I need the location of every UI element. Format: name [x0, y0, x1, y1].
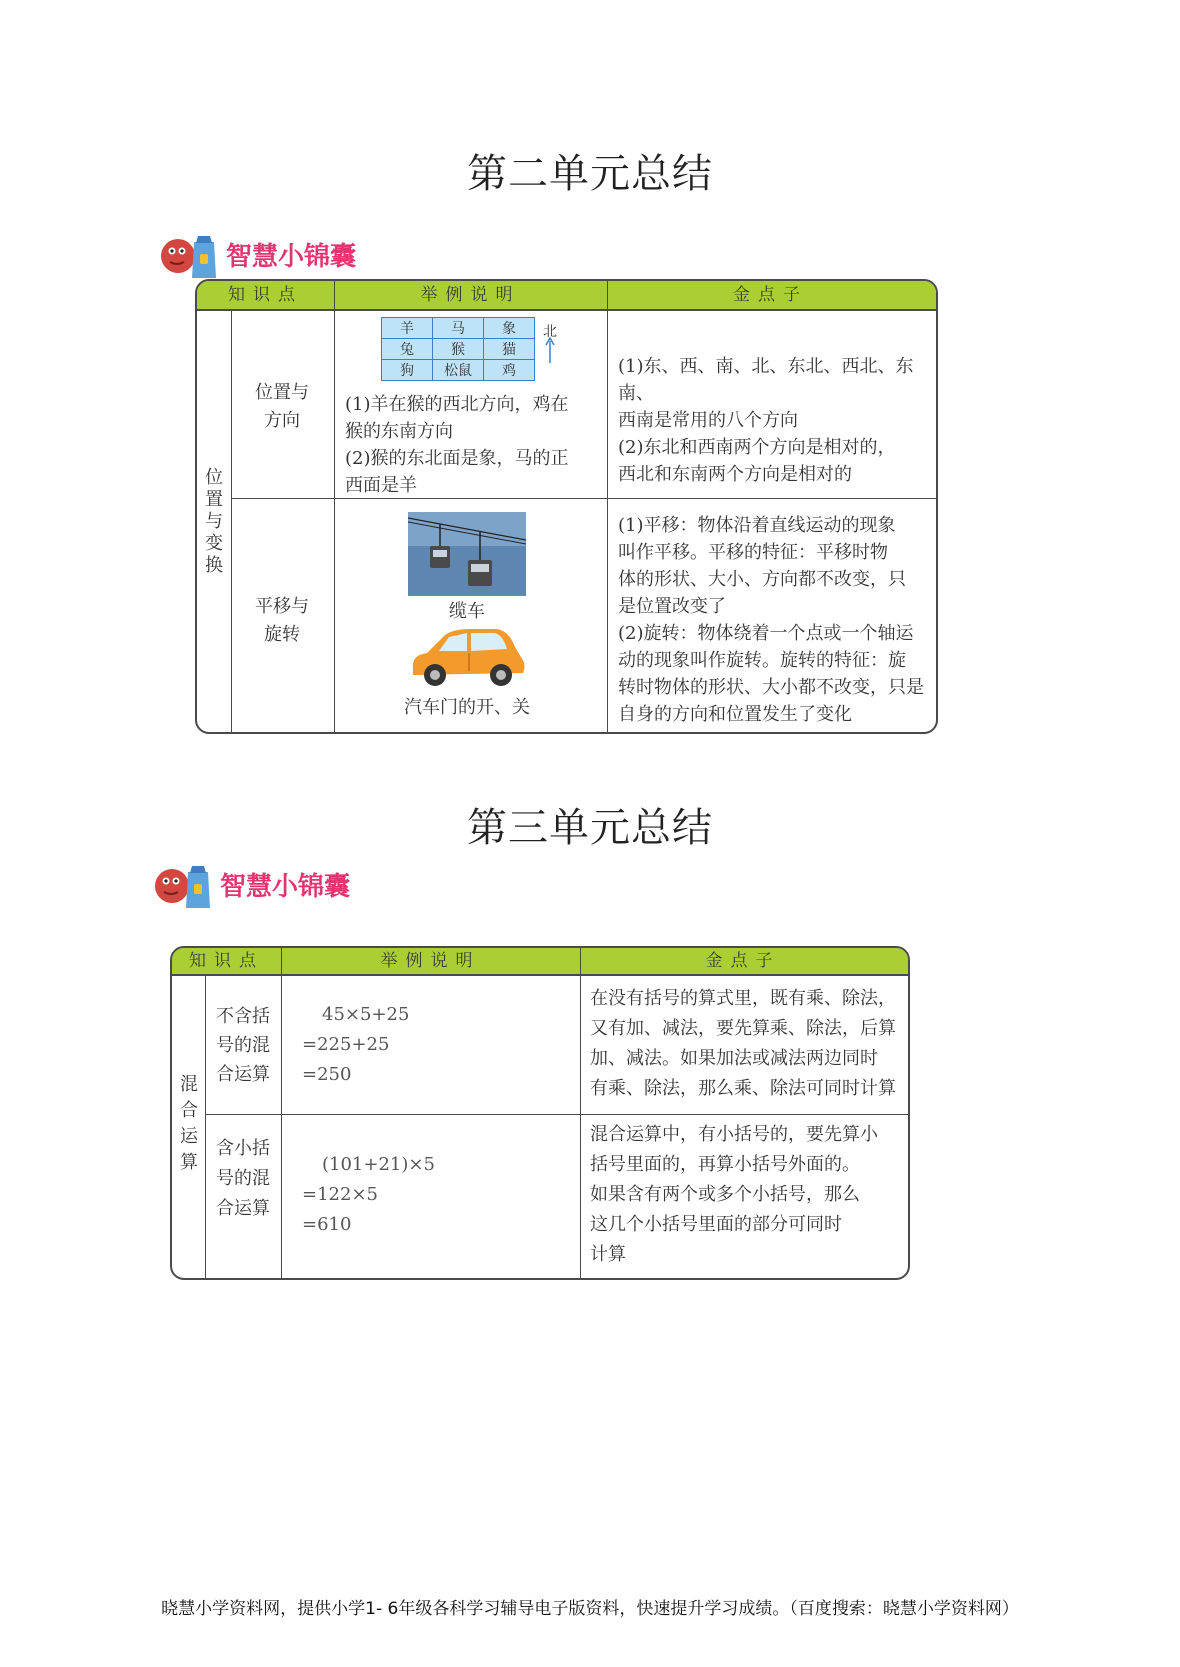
unit3-badge — [152, 856, 412, 912]
text-line: 加、减法。如果加法或减法两边同时 — [590, 1048, 878, 1069]
text-line: 自身的方向和位置发生了变化 — [618, 704, 852, 725]
text-line: 西南是常用的八个方向 — [618, 410, 798, 431]
with-brackets-example — [302, 1150, 435, 1240]
header-tips: 金点子 — [733, 285, 808, 305]
topic-no-brackets — [210, 1002, 276, 1089]
divider — [205, 976, 206, 1278]
header-knowledge: 知识点 — [189, 951, 264, 971]
mascot-icon — [152, 856, 214, 912]
text-line: 45×5+25 — [322, 1004, 410, 1025]
unit2-title: 第二单元总结 — [467, 151, 713, 197]
unit3-title: 第三单元总结 — [467, 805, 713, 851]
text-line: (1)羊在猴的西北方向，鸡在 — [345, 394, 569, 415]
translation-rotation-tip-text — [618, 512, 924, 728]
header-knowledge: 知识点 — [228, 285, 303, 305]
text-line: 如果含有两个或多个小括号，那么 — [590, 1184, 860, 1205]
text-line: 合运算 — [216, 1198, 270, 1219]
text-line: 转时物体的形状、大小都不改变，只是 — [618, 677, 924, 698]
text-line: (2)东北和西南两个方向是相对的， — [618, 437, 896, 458]
footer-note: 晓慧小学资料网，提供小学1- 6年级各科学习辅导电子版资料，快速提升学习成绩。（百度搜索：晓慧小学资料网） — [161, 1599, 1019, 1619]
grid-cell: 马 — [433, 318, 484, 339]
mascot-icon — [158, 226, 220, 282]
divider — [231, 311, 232, 732]
text-line: 体的形状、大小、方向都不改变，只 — [618, 569, 906, 590]
text-line: 不含括 — [216, 1006, 270, 1027]
text-line: 含小括 — [216, 1138, 270, 1159]
text-line: =225+25 — [302, 1034, 390, 1055]
north-arrow-icon — [545, 337, 555, 363]
text-line: 猴的东南方向 — [345, 421, 453, 442]
text-line: 计算 — [590, 1244, 626, 1265]
grid-cell: 鸡 — [484, 360, 535, 381]
category-label: 混 合 运 算 — [180, 1074, 198, 1173]
header-example: 举例说明 — [420, 285, 521, 305]
text-line: =610 — [302, 1214, 352, 1235]
unit2-table — [195, 279, 938, 734]
divider — [580, 948, 581, 1278]
text-line: =122×5 — [302, 1184, 378, 1205]
animal-position-grid — [381, 317, 535, 381]
position-tip-text — [618, 353, 936, 488]
text-line: (1)东、西、南、北、东北、西北、东南、 — [618, 356, 914, 404]
topic-position-direction: 位置与 方向 — [255, 382, 309, 431]
text-line: 西面是羊 — [345, 475, 417, 496]
badge-label: 智慧小锦囊 — [220, 872, 351, 902]
no-brackets-tip — [590, 984, 896, 1104]
text-line: 又有加、减法，要先算乘、除法，后算 — [590, 1018, 896, 1039]
text-line: 号的混 — [216, 1035, 270, 1056]
cable-car-image — [408, 512, 526, 596]
text-line: =250 — [302, 1064, 352, 1085]
text-line: 混合运算中，有小括号的，要先算小 — [590, 1124, 878, 1145]
text-line: 在没有括号的算式里，既有乘、除法， — [590, 988, 896, 1009]
text-line: 号的混 — [216, 1168, 270, 1189]
topic-with-brackets — [210, 1134, 276, 1224]
divider — [281, 948, 282, 1278]
text-line: 括号里面的，再算小括号外面的。 — [590, 1154, 860, 1175]
category-label: 位 置 与 变 换 — [205, 467, 223, 576]
north-label: 北 — [543, 324, 557, 340]
position-example-text — [345, 391, 569, 499]
text-line: 有乘、除法，那么乘、除法可同时计算 — [590, 1078, 896, 1099]
grid-cell: 象 — [484, 318, 535, 339]
grid-cell: 兔 — [382, 339, 433, 360]
grid-cell: 猫 — [484, 339, 535, 360]
grid-cell: 猴 — [433, 339, 484, 360]
text-line: 是位置改变了 — [618, 596, 726, 617]
text-line: 这几个小括号里面的部分可同时 — [590, 1214, 842, 1235]
text-line: (101+21)×5 — [322, 1154, 435, 1175]
header-example: 举例说明 — [380, 951, 481, 971]
divider — [205, 1114, 908, 1115]
text-line: 西北和东南两个方向是相对的 — [618, 464, 852, 485]
grid-cell: 羊 — [382, 318, 433, 339]
topic-translation-rotation: 平移与 旋转 — [255, 596, 309, 645]
text-line: (2)猴的东北面是象，马的正 — [345, 448, 569, 469]
text-line: 合运算 — [216, 1064, 270, 1085]
text-line: (1)平移：物体沿着直线运动的现象 — [618, 515, 896, 536]
no-brackets-example — [302, 1000, 409, 1090]
divider — [231, 498, 936, 499]
text-line: (2)旋转：物体绕着一个点或一个轴运 — [618, 623, 914, 644]
car-image — [405, 625, 529, 691]
divider — [334, 281, 335, 732]
grid-cell: 狗 — [382, 360, 433, 381]
with-brackets-tip — [590, 1120, 878, 1270]
caption-car-door: 汽车门的开、关 — [404, 697, 530, 718]
table-header — [197, 281, 936, 311]
badge-label: 智慧小锦囊 — [226, 242, 357, 272]
caption-cable-car: 缆车 — [449, 601, 485, 622]
table-header — [172, 948, 908, 976]
divider — [607, 281, 608, 732]
text-line: 叫作平移。平移的特征：平移时物 — [618, 542, 888, 563]
unit3-table — [170, 946, 910, 1280]
grid-cell: 松鼠 — [433, 360, 484, 381]
header-tips: 金点子 — [705, 951, 781, 971]
unit2-badge — [158, 226, 418, 282]
text-line: 动的现象叫作旋转。旋转的特征：旋 — [618, 650, 906, 671]
